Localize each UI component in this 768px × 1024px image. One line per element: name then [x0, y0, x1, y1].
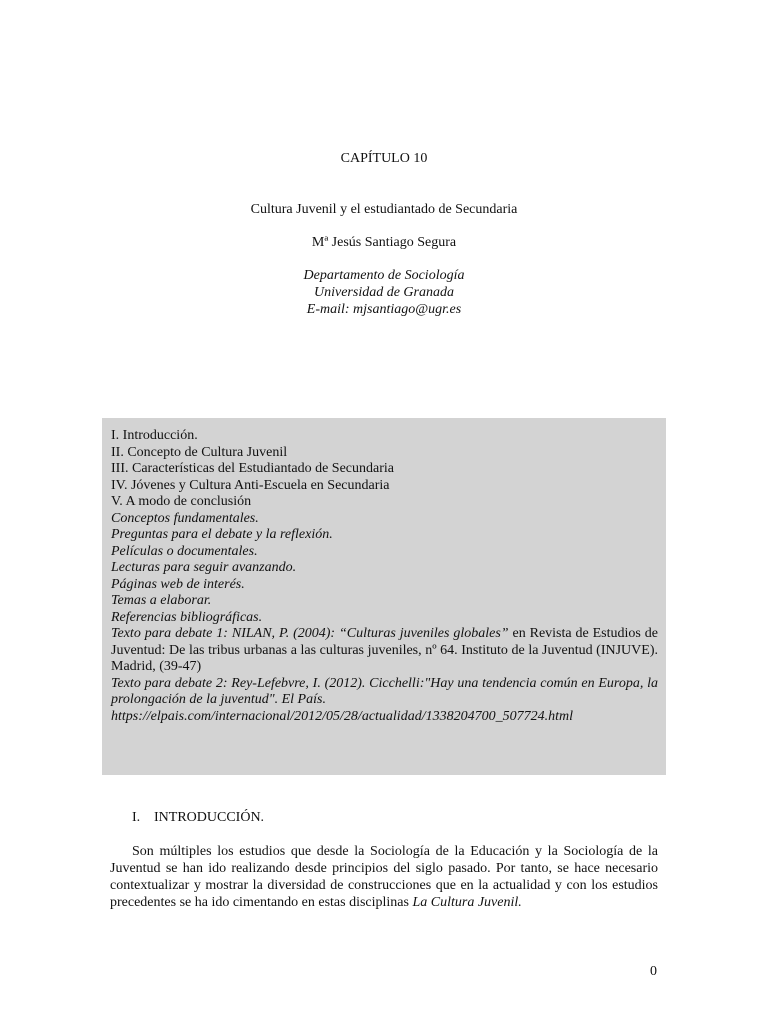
toc-debate-2: Texto para debate 2: Rey-Lefebvre, I. (2012). Cicchelli:"Hay una tendencia común en Europa, la prolongación de la juventud". El País. [111, 675, 658, 707]
toc-item: Películas o documentales. [111, 543, 258, 559]
body-paragraph [110, 843, 658, 911]
paragraph-text: Son múltiples los estudios que desde la Sociología de la Educación y la Sociología de la Juventud se han ido realizando desde principios del siglo pasado. Por tanto, se hace necesario contextualizar y mostrar la diversidad de construcciones que en la actualidad y con los estudios precedentes se ha ido cimentando en estas disciplinas [110, 844, 658, 910]
section-title: INTRODUCCIÓN. [154, 810, 265, 825]
page-number: 0 [650, 964, 657, 979]
debate-1-source: en Revista de Estudios de Juventud: De las tribus urbanas a las culturas juveniles, nº 64. Instituto de la Juventud (INJUVE). Madrid, (39-47) [111, 626, 658, 674]
toc-debate-1 [111, 626, 658, 676]
chapter-title: Cultura Juvenil y el estudiantado de Secundaria [250, 202, 518, 217]
toc-item: IV. Jóvenes y Cultura Anti-Escuela en Secundaria [111, 477, 390, 493]
debate-1-title: Texto para debate 1: NILAN, P. (2004): “Culturas juveniles globales” [111, 626, 509, 641]
paragraph-italic-term: La Cultura Juvenil. [412, 895, 522, 910]
author-name: Mª Jesús Santiago Segura [311, 235, 457, 250]
department: Departamento de Sociología [303, 268, 465, 283]
section-heading [132, 809, 264, 826]
author-affiliation [0, 267, 768, 318]
toc-item: Temas a elaborar. [111, 593, 212, 608]
section-number: I. [132, 810, 141, 825]
toc-item: Páginas web de interés. [111, 576, 245, 592]
debate-2-url: https://elpais.com/internacional/2012/05/28/actualidad/1338204700_507724.html [111, 708, 573, 724]
toc-item: II. Concepto de Cultura Juvenil [111, 444, 288, 460]
email: E-mail: mjsantiago@ugr.es [306, 302, 462, 317]
chapter-label: CAPÍTULO 10 [340, 151, 428, 166]
toc-item: Referencias bibliográficas. [111, 609, 263, 625]
toc-item: Lecturas para seguir avanzando. [111, 560, 297, 575]
toc-item: V. A modo de conclusión [111, 494, 252, 509]
toc-item: Conceptos fundamentales. [111, 510, 259, 526]
table-of-contents [102, 418, 666, 775]
toc-item: III. Características del Estudiantado de Secundaria [111, 461, 394, 476]
university: Universidad de Granada [314, 285, 454, 300]
toc-item: I. Introducción. [111, 428, 198, 443]
toc-item: Preguntas para el debate y la reflexión. [111, 527, 333, 542]
